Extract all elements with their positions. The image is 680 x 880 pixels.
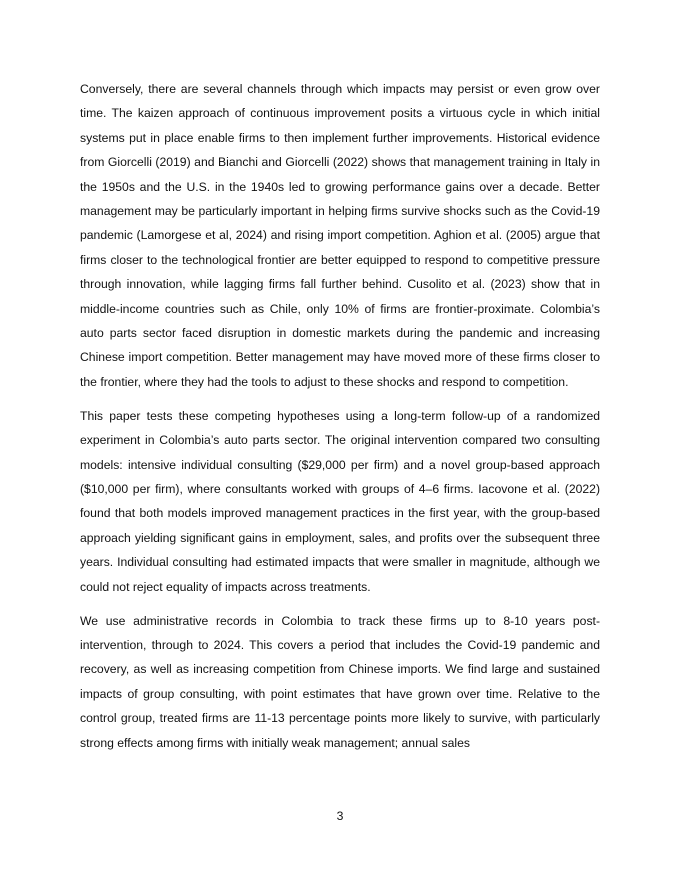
paragraph-hypotheses-experiment: This paper tests these competing hypotheses using a long-term follow-up of a randomized experiment in Colombia’s auto parts sector. The original intervention compared two consulting models: intensive individual consulting ($29,000 per firm) and a novel group-based approach ($10,000 per firm), where consultants worked with groups of 4–6 firms. Iacovone et al. (2022) found that both models improved management practices in the first year, with the group-based approach yielding significant gains in employment, sales, and profits over the subsequent three years. Individual consulting had estimated impacts that were smaller in magnitude, although we could not reject equality of impacts across treatments. <box>80 408 600 594</box>
paragraph-channels-persistence: Conversely, there are several channels through which impacts may persist or even grow over time. The kaizen approach of continuous improvement posits a virtuous cycle in which initial systems put in place enable firms to then implement further improvements. Historical evidence from Giorcelli (2019) and Bianchi and Giorcelli (2022) shows that management training in Italy in the 1950s and the U.S. in the 1940s led to growing performance gains over a decade. Better management may be particularly important in helping firms survive shocks such as the Covid-19 pandemic (Lamorgese et al, 2024) and rising import competition. Aghion et al. (2005) argue that firms closer to the technological frontier are better equipped to respond to competitive pressure through innovation, while lagging firms fall further behind. Cusolito et al. (2023) show that in middle-income countries such as Chile, only 10% of firms are frontier-proximate. Colombia’s auto parts sector faced disruption in domestic markets during the pandemic and increasing Chinese import competition. Better management may have moved more of these firms closer to the frontier, where they had the tools to adjust to these shocks and respond to competition. <box>80 82 600 389</box>
body-text <box>80 77 600 764</box>
paragraph-administrative-records: We use administrative records in Colombia to track these firms up to 8-10 years post-intervention, through to 2024. This covers a period that includes the Covid-19 pandemic and recovery, as well as increasing competition from Chinese imports. We find large and sustained impacts of group consulting, with point estimates that have grown over time. Relative to the control group, treated firms are 11-13 percentage points more likely to survive, with particularly strong effects among firms with initially weak management; annual sales <box>80 613 600 750</box>
page-number: 3 <box>336 809 344 823</box>
